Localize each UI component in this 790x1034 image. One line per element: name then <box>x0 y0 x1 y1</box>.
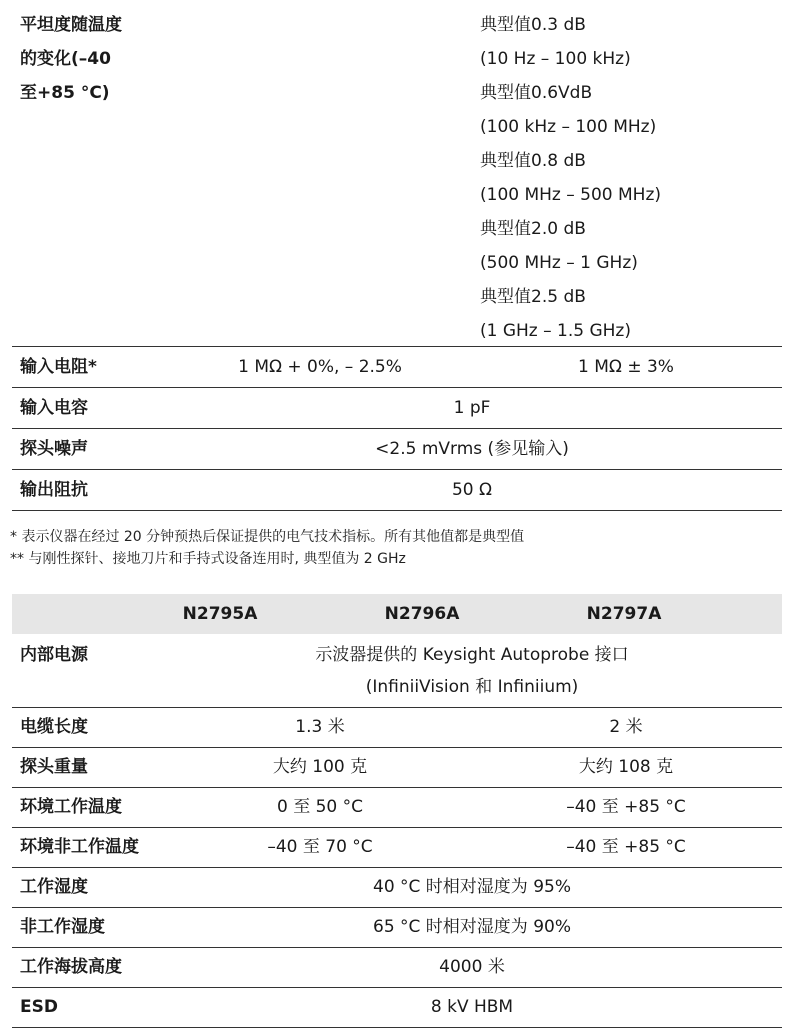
row-divider <box>12 510 782 511</box>
column-header: N2795A <box>182 604 258 624</box>
row-label: 非工作湿度 <box>20 917 105 937</box>
footnote: ** 与刚性探针、接地刀片和手持式设备连用时, 典型值为 2 GHz <box>10 551 406 567</box>
flatness-range: (100 kHz – 100 MHz) <box>480 117 657 137</box>
flatness-range: (100 MHz – 500 MHz) <box>480 185 662 205</box>
row-value: 40 °C 时相对湿度为 95% <box>373 877 571 897</box>
row-label: 环境工作温度 <box>20 797 122 817</box>
row-value: –40 至 +85 °C <box>566 837 686 857</box>
flatness-value: 典型值0.3 dB <box>480 15 586 35</box>
flatness-label-line: 的变化(–40 <box>20 49 111 69</box>
row-divider <box>12 747 782 748</box>
flatness-label-line: 至+85 °C) <box>20 83 110 103</box>
flatness-range: (1 GHz – 1.5 GHz) <box>480 321 631 341</box>
row-divider <box>12 707 782 708</box>
row-label: 输入电容 <box>20 398 88 418</box>
row-divider <box>12 787 782 788</box>
row-divider <box>12 907 782 908</box>
flatness-value: 典型值0.6VdB <box>480 83 593 103</box>
flatness-range: (10 Hz – 100 kHz) <box>480 49 631 69</box>
row-label: ESD <box>20 997 58 1017</box>
row-label: 探头重量 <box>20 757 88 777</box>
footnote: * 表示仪器在经过 20 分钟预热后保证提供的电气技术指标。所有其他值都是典型值 <box>10 529 525 545</box>
row-value: –40 至 70 °C <box>267 837 373 857</box>
row-value: <2.5 mVrms (参见输入) <box>375 439 569 459</box>
row-label: 环境非工作温度 <box>20 837 139 857</box>
row-value: 50 Ω <box>451 480 493 500</box>
row-divider <box>12 469 782 470</box>
row-value: –40 至 +85 °C <box>566 797 686 817</box>
row-divider <box>12 947 782 948</box>
flatness-range: (500 MHz – 1 GHz) <box>480 253 638 273</box>
flatness-value: 典型值0.8 dB <box>480 151 586 171</box>
row-value: 大约 100 克 <box>272 757 368 777</box>
row-value: 1 MΩ + 0%, – 2.5% <box>238 357 402 377</box>
row-label: 工作海拔高度 <box>20 957 122 977</box>
row-label: 工作湿度 <box>20 877 88 897</box>
row-value: 大约 108 克 <box>578 757 674 777</box>
row-divider <box>12 428 782 429</box>
row-divider <box>12 1027 782 1028</box>
row-divider <box>12 346 782 347</box>
row-divider <box>12 827 782 828</box>
row-label: 内部电源 <box>20 645 88 665</box>
row-value: 1 MΩ ± 3% <box>578 357 674 377</box>
flatness-value: 典型值2.5 dB <box>480 287 586 307</box>
row-label: 输入电阻* <box>20 357 97 377</box>
row-value: 8 kV HBM <box>430 997 514 1017</box>
row-divider <box>12 867 782 868</box>
row-value: 2 米 <box>609 717 643 737</box>
row-label: 电缆长度 <box>20 717 88 737</box>
row-divider <box>12 387 782 388</box>
flatness-value: 典型值2.0 dB <box>480 219 586 239</box>
column-header: N2797A <box>586 604 662 624</box>
row-value: 示波器提供的 Keysight Autoprobe 接口 <box>315 645 629 665</box>
row-value: 4000 米 <box>439 957 505 977</box>
row-value: 1.3 米 <box>295 717 345 737</box>
row-value: (InfiniiVision 和 Infiniium) <box>365 677 579 697</box>
row-value: 65 °C 时相对湿度为 90% <box>373 917 571 937</box>
column-header: N2796A <box>384 604 460 624</box>
row-value: 1 pF <box>453 398 491 418</box>
row-divider <box>12 987 782 988</box>
row-value: 0 至 50 °C <box>276 797 364 817</box>
row-label: 输出阻抗 <box>20 480 88 500</box>
flatness-label-line: 平坦度随温度 <box>20 15 122 35</box>
row-label: 探头噪声 <box>20 439 88 459</box>
